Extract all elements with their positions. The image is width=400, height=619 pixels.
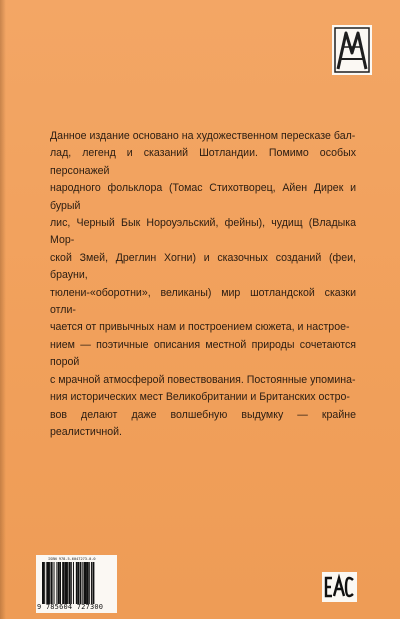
description-line: чается от привычных нам и построением сюжета, и настрое- [50, 321, 350, 334]
barcode-stripe [79, 562, 81, 604]
barcode-stripe [89, 562, 90, 604]
barcode-stripe [56, 562, 57, 604]
barcode-stripe [69, 562, 71, 604]
description-line: вов делают даже волшебную выдумку — крайне реалистичной. [50, 408, 356, 438]
barcode-stripe [87, 562, 89, 604]
isbn-number: ISBN 978-5-6047273-0-0 [48, 557, 96, 561]
description-line: ния исторических мест Великобритании и Британских остро- [50, 391, 350, 404]
barcode-stripe [64, 562, 67, 604]
barcode-stripe [62, 562, 64, 604]
barcode-stripe [71, 562, 72, 604]
barcode-stripe [73, 562, 74, 604]
barcode-stripe [76, 562, 78, 604]
description-line: народного фольклора (Томас Стихотворец, Айен Дирек и бурый [50, 182, 356, 212]
barcode-stripe [78, 562, 79, 604]
barcode-stripe [92, 562, 94, 604]
book-description [50, 128, 356, 441]
barcode-bars [42, 562, 111, 604]
description-line: лис, Черный Бык Нороуэльский, фейны), чудищ (Владыка Мор- [50, 217, 356, 247]
eac-mark-icon [322, 572, 357, 602]
isbn-barcode [36, 555, 117, 613]
barcode-stripe [54, 562, 55, 604]
description-line: нием — поэтичные описания местной природы сочетаются порой [50, 338, 356, 369]
barcode-stripe [91, 562, 92, 604]
barcode-stripe [49, 562, 50, 604]
barcode-stripe [58, 562, 60, 604]
description-line: лад, легенд и сказаний Шотландии. Помимо особых персонажей [50, 147, 356, 177]
barcode-stripe [60, 562, 61, 604]
barcode-stripe [46, 562, 49, 604]
description-line: тюлени-«оборотни», великаны) мир шотландской сказки отли- [50, 286, 356, 317]
barcode-stripe [51, 562, 53, 604]
barcode-stripe [84, 562, 87, 604]
spine-shadow [0, 0, 6, 619]
description-line: ской Змей, Дреглин Хогни) и сказочных созданий (феи, брауни, [50, 251, 356, 282]
publisher-monogram-logo [332, 25, 372, 75]
barcode-stripe [67, 562, 68, 604]
barcode-stripe [82, 562, 83, 604]
barcode-digits: 9 785604 727300 [37, 603, 104, 611]
description-line: с мрачной атмосферой повествования. Постоянные упомина- [50, 373, 356, 386]
description-line: Данное издание основано на художественном пересказе бал- [50, 130, 356, 142]
barcode-stripe [44, 562, 45, 604]
barcode-stripe [42, 562, 44, 604]
